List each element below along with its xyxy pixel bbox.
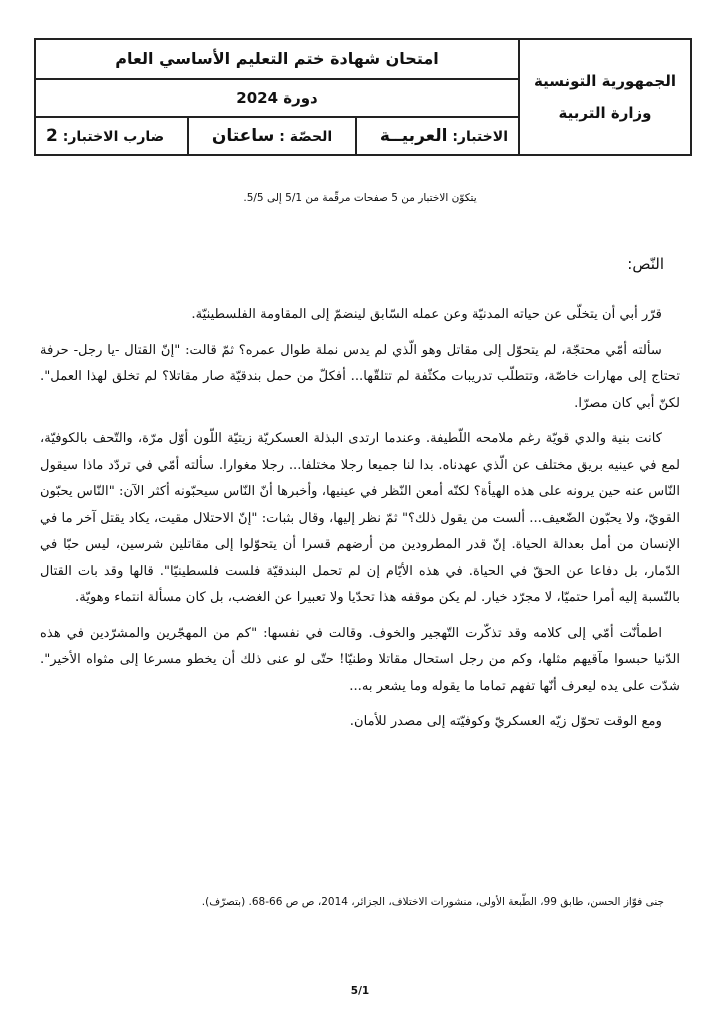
duration-value: ساعتان bbox=[211, 126, 275, 146]
subject-field bbox=[380, 126, 508, 146]
duration-label: الحصّة : bbox=[279, 129, 333, 145]
session-row bbox=[36, 80, 518, 118]
page-number: 5/1 bbox=[350, 985, 370, 997]
passage-paragraph: سألته أمّي محتجّة، لم يتحوّل إلى مقاتل وهو الّذي لم يدس نملة طوال عمره؟ ثمّ قالت: "إنّ القتال -يا رجل- حرفة تحتاج إلى مهارات خاصّة، وتتطلّب تدريبات مكثّفة لم تتلقّها... أفكلّ من حمل بندقيّة صار مقاتلا؟ لم تخلق لهذا العمل". لكنّ أبي كان مصرّا. bbox=[40, 342, 680, 411]
coefficient-value: 2 bbox=[46, 126, 58, 146]
exam-title-row bbox=[36, 40, 518, 80]
coefficient-field bbox=[46, 126, 164, 146]
exam-intro-note: يتكوّن الاختبار من 5 صفحات مرقّمة من 5/1 إلى 5/5. bbox=[243, 192, 477, 204]
ministry-block bbox=[518, 40, 690, 154]
exam-info-block bbox=[36, 40, 518, 154]
duration-field bbox=[212, 126, 332, 146]
divider bbox=[355, 118, 357, 154]
reading-passage bbox=[40, 302, 680, 745]
exam-details-row bbox=[36, 118, 518, 154]
text-section-label: النّص: bbox=[627, 255, 664, 273]
passage-source: جنى فوّاز الحسن، طابق 99، الطّبعة الأولى، منشورات الاختلاف، الجزائر، 2014، ص ص 66-68. (بتصرّف). bbox=[201, 896, 664, 908]
divider bbox=[187, 118, 189, 154]
country-name: الجمهورية التونسية bbox=[534, 72, 676, 90]
subject-value: العربيــة bbox=[379, 126, 448, 146]
passage-paragraph: قرّر أبي أن يتخلّى عن حياته المدنيّة وعن عمله السّابق لينضمّ إلى المقاومة الفلسطينيّة. bbox=[191, 307, 662, 322]
subject-label: الاختبار: bbox=[452, 129, 508, 145]
exam-header bbox=[34, 38, 692, 156]
coefficient-label: ضارب الاختبار: bbox=[62, 129, 165, 145]
ministry-name: وزارة التربية bbox=[558, 104, 652, 122]
exam-title: امتحان شهادة ختم التعليم الأساسي العام bbox=[115, 49, 439, 69]
passage-paragraph: اطمأنّت أمّي إلى كلامه وقد تذكّرت التّهجير والخوف. وقالت في نفسها: "كم من المهجّرين والمشرّدين في هذه الدّنيا حبسوا مآقيهم مثلها، وكم من رجل استحال مقاتلا وطنيّا! حتّى لو عنى ذلك أن يخطو مسرعا إلى مثواه الأخير". شدّت على يده ليعرف أنّها تفهم تماما ما يقوله وما يشعر به... bbox=[40, 625, 680, 694]
exam-session: دورة 2024 bbox=[236, 88, 318, 107]
passage-paragraph: ومع الوقت تحوّل زيّه العسكريّ وكوفيّته إلى مصدر للأمان. bbox=[349, 714, 662, 729]
passage-paragraph: كانت بنية والدي قويّة رغم ملامحه اللّطيفة. وعندما ارتدى البذلة العسكريّة زيتيّة اللّون أوّل مرّة، والتّحف بالكوفيّة، لمع في عينيه بريق مختلف عن الّذي عهدناه. بدا لنا جميعا رجلا مختلفا... رجلا مغوارا. سألته أمّي في تردّد ماذا سيقول النّاس عنه حين يرونه على هذه الهيأة؟ لكنّه أمعن النّظر في عينيها، وأخبرها أنّ النّاس سيحبّونه أكثر الآن: "النّاس يحبّون القويّ، ولا يحبّون الضّعيف... ألست من يقول ذلك؟" ثمّ نظر إليها، وقال بثبات: "إنّ الاحتلال مقيت، يكاد يقتل آخر ما في الإنسان من أمل بعدالة الحياة. إنّ قدر المطرودين من أرضهم قسرا أن يتحوّلوا إلى مقاتلين شرسين، ليس حبّا في الدّمار، بل دفاعا عن الحقّ في الحياة. في هذه الأيّام إن لم تحمل البندقيّة فلست فلسطينيّا". قالها وقد بات القتال بالنّسبة إليه أمرا حتميّا، لا مجرّد خيار. لم يكن موقفه هذا تحدّيا ولا تعبيرا عن الغضب، بل كان مسألة انتماء وهويّة. bbox=[40, 431, 680, 605]
